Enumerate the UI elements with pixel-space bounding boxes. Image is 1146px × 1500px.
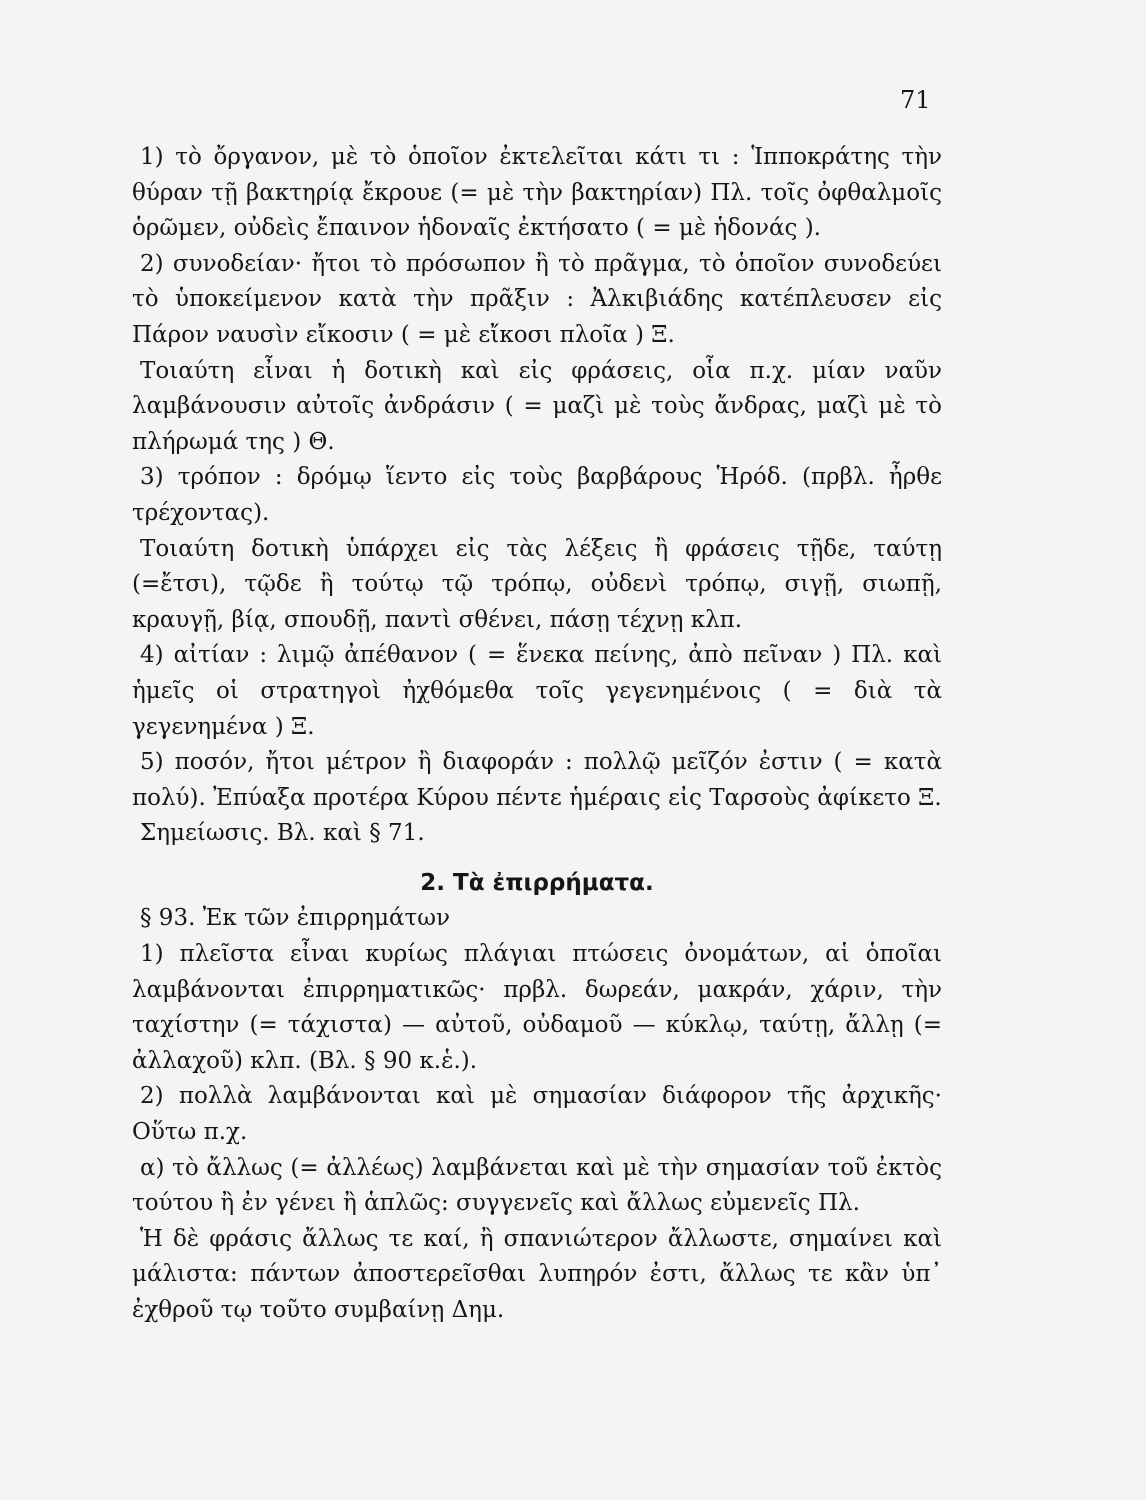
paragraph-manner-words: Τοιαύτη δοτικὴ ὑπάρχει εἰς τὰς λέξεις ἢ φράσεις τῇδε, ταύτῃ (=ἔτσι), τῷδε ἢ τούτῳ τῷ τρόπῳ, οὐδενὶ τρόπῳ, σιγῇ, σιωπῇ, κραυγῇ, βίᾳ, σπουδῇ, παντὶ σθένει, πάσῃ τέχνῃ κλπ. <box>132 535 942 633</box>
paragraph-adverbs-cases: 1) πλεῖστα εἶναι κυρίως πλάγιαι πτώσεις ὀνομάτων, αἱ ὁποῖαι λαμβάνονται ἐπιρρηματικῶς· πρβλ. δωρεάν, μακράν, χάριν, τὴν ταχίστην (= τάχιστα) — αὐτοῦ, οὐδαμοῦ — κύκλῳ, ταύτῃ, ἄλλῃ (= ἀλλαχοῦ) κλπ. (Βλ. § 90 κ.ἑ.). <box>132 941 942 1074</box>
paragraph-cause: 4) αἰτίαν : λιμῷ ἀπέθανον ( = ἕνεκα πείνης, ἀπὸ πεῖναν ) Πλ. καὶ ἡμεῖς οἱ στρατηγοὶ ἠχθόμεθα τοῖς γεγενημένοις ( = διὰ τὰ γεγενημένα ) Ξ. <box>132 642 942 740</box>
paragraph-accompaniment-note: Τοιαύτη εἶναι ἡ δοτικὴ καὶ εἰς φράσεις, οἷα π.χ. μίαν ναῦν λαμβάνουσιν αὐτοῖς ἀνδράσιν ( = μαζὶ μὲ τοὺς ἄνδρας, μαζὶ μὲ τὸ πλήρωμά της ) Θ. <box>132 357 942 455</box>
page-body <box>132 140 942 1329</box>
section-heading: 2. Τὰ ἐπιρρήματα. <box>420 869 654 896</box>
paragraph-manner: 3) τρόπον : δρόμῳ ἵεντο εἰς τοὺς βαρβάρους Ἡρόδ. (πρβλ. ἦρθε τρέχοντας). <box>132 464 942 526</box>
paragraph-adverbs-meaning: 2) πολλὰ λαμβάνονται καὶ μὲ σημασίαν διάφορον τῆς ἀρχικῆς· Οὕτω π.χ. <box>132 1083 942 1146</box>
page-number: 71 <box>900 86 931 114</box>
section-93-intro: § 93. Ἐκ τῶν ἐπιρρημάτων <box>140 905 451 932</box>
paragraph-measure: 5) ποσόν, ἤτοι μέτρον ἢ διαφοράν : πολλῷ μεῖζόν ἐστιν ( = κατὰ πολύ). Ἐπύαξα προτέρα Κύρου πέντε ἡμέραις εἰς Ταρσοὺς ἀφίκετο Ξ. <box>132 749 942 811</box>
paragraph-instrument: 1) τὸ ὄργανον, μὲ τὸ ὁποῖον ἐκτελεῖται κάτι τι : Ἱπποκράτης τὴν θύραν τῇ βακτηρίᾳ ἔκρουε (= μὲ τὴν βακτηρίαν) Πλ. τοῖς ὀφθαλμοῖς ὁρῶμεν, οὐδεὶς ἔπαινον ἡδοναῖς ἐκτήσατο ( = μὲ ἡδονάς ). <box>132 144 942 242</box>
paragraph-allos-te-kai: Ἡ δὲ φράσις ἄλλως τε καί, ἢ σπανιώτερον ἄλλωστε, σημαίνει καὶ μάλιστα: πάντων ἀποστερεῖσθαι λυπηρόν ἐστι, ἄλλως τε κἂν ὑπ᾽ ἐχθροῦ τῳ τοῦτο συμβαίνῃ Δημ. <box>132 1225 942 1323</box>
paragraph-accompaniment: 2) συνοδείαν· ἤτοι τὸ πρόσωπον ἢ τὸ πρᾶγμα, τὸ ὁποῖον συνοδεύει τὸ ὑποκείμενον κατὰ τὴν πρᾶξιν : Ἀλκιβιάδης κατέπλευσεν εἰς Πάρον ναυσὶν εἴκοσιν ( = μὲ εἴκοσι πλοῖα ) Ξ. <box>132 250 942 348</box>
paragraph-allos: α) τὸ ἄλλως (= ἀλλέως) λαμβάνεται καὶ μὲ τὴν σημασίαν τοῦ ἐκτὸς τούτου ἢ ἐν γένει ἢ ἁπλῶς: συγγενεῖς καὶ ἄλλως εὐμενεῖς Πλ. <box>132 1154 942 1217</box>
note-line: Σημείωσις. Βλ. καὶ § 71. <box>140 820 425 847</box>
